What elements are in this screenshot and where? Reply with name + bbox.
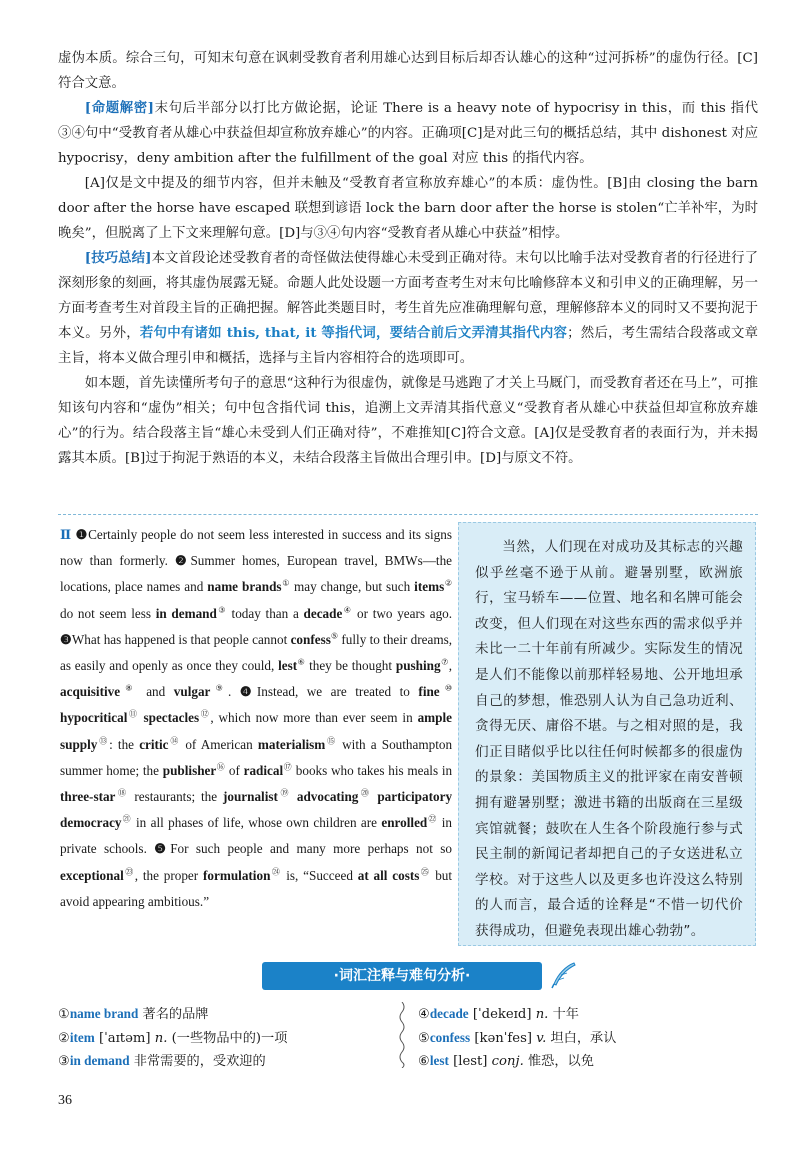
sentence: Instead, we are treated to — [256, 684, 410, 700]
sentence: in private schools. — [60, 815, 453, 857]
sentence-marker: ❶ — [75, 527, 89, 542]
vocab-word: name brand — [69, 1006, 139, 1021]
footnote-marker: ⑩ — [439, 683, 453, 693]
footnote-marker: ⑰ — [283, 762, 293, 772]
vocab-num: ⑤ — [418, 1030, 430, 1046]
vocab-phonetic: [ˈdekeɪd] — [472, 1007, 532, 1022]
sentence: in all phases of life, whose own children are — [136, 815, 377, 831]
footnote-marker: ㉒ — [427, 814, 438, 824]
sentence: For such people and many more perhaps not so — [170, 841, 453, 857]
vocab-def: 著名的品牌 — [142, 1007, 209, 1022]
highlight-text: 若句中有诸如 this, that, it 等指代词，要结合前后文弄清其指代内容 — [139, 325, 568, 341]
sentence: : the — [109, 736, 135, 752]
vocab-item — [58, 1027, 378, 1051]
vocab-pos: n. — [154, 1030, 168, 1046]
paragraph: [A]仅是文中提及的细节内容，但并未触及“受教育者宣称放弃雄心”的本质：虚伪性。[B]由 closing the barn door after the horse have escaped 联想到谚语 lock the barn door after the horse is stolen“亡羊补牢，为时晚矣”，但脱离了上下文来理解句意。[D]与③④句内容“受教育者从雄心中获益”相悖。 — [58, 176, 758, 241]
sentence: , which now more than ever seem in — [210, 710, 413, 726]
translation-box: 当然，人们现在对成功及其标志的兴趣似乎丝毫不逊于从前。避暑别墅，欧洲旅行，宝马轿车——位置、地名和名牌可能会改变，但人们现在对这些东西的需求似乎并未比一二十年前有所减少。实际发生的情况是人们不能像以前那样轻易地、公开地坦承自己的梦想，惟恐别人认为自己急功近利、贪得无厌、庸俗不堪。与之相对照的是，我们正目睹似乎比以往任何时候都多的很虚伪的景象：美国物质主义的批评家在南安普顿拥有避暑别墅；激进书籍的出版商在三星级宾馆就餐；鼓吹在人生各个阶段施行参与式民主制的新闻记者却把自己的子女送进私立学校。对于这些人以及更多也许没这么特别的人而言，最合适的诠释是“不惜一切代价获得成功，但避免表现出雄心勃勃”。 — [458, 522, 756, 946]
paragraph: 如本题，首先读懂所考句子的意思“这种行为很虚伪，就像是马逃跑了才关上马厩门，而受教育者还在马上”，可推知该句内容和“虚伪”相关；句中包含指代词 this，追溯上文弄清其指代意义“受教育者从雄心中获益但却宣称放弃雄心”的行为。结合段落主旨“雄心未受到人们正确对待”，不难推知[C]符合文意。[A]仅是受教育者的表面行为，并未揭露其本质。[B]过于拘泥于熟语的本义，未结合段落主旨做出合理引申。[D]与原文不符。 — [58, 376, 758, 466]
vocab-word: confess — [429, 1029, 471, 1045]
vocab-num: ④ — [418, 1007, 430, 1022]
paragraph — [58, 96, 758, 171]
footnote-marker: ⑭ — [168, 736, 181, 746]
vocab-word: item — [69, 1029, 95, 1045]
sentence: do not seem less — [60, 605, 152, 621]
vocab-phonetic: [lest] — [453, 1054, 488, 1069]
sentence-marker: ❺ — [154, 841, 171, 857]
sentence: may change, but such — [294, 579, 411, 595]
vocab-word: acquisitive — [60, 684, 121, 700]
part-number: Ⅱ — [60, 527, 72, 542]
sentence: but avoid appearing ambitious.” — [60, 867, 453, 909]
footnote-marker: ⑦ — [440, 657, 449, 667]
paragraph — [58, 246, 758, 371]
sentence: restaurants; the — [134, 789, 218, 805]
footnote-marker: ㉔ — [270, 867, 282, 877]
section-tag: [技巧总结] — [84, 250, 152, 266]
footnote-marker: ⑬ — [97, 736, 110, 746]
vocab-word: in demand — [155, 605, 217, 621]
vocab-num: ⑥ — [418, 1054, 430, 1069]
sentence: , the proper — [134, 867, 199, 883]
wave-separator — [396, 1002, 408, 1068]
vocab-word: decade — [303, 605, 343, 621]
footnote-marker: ⑱ — [115, 788, 129, 798]
footnote-marker: ⑲ — [277, 788, 291, 798]
vocab-item — [58, 1003, 378, 1027]
vocab-word: materialism — [257, 736, 326, 752]
sentence: or two years ago. — [357, 605, 453, 621]
footnote-marker: ⑧ — [120, 683, 138, 693]
vocab-item — [418, 1050, 758, 1074]
footnote-marker: ⑨ — [210, 683, 229, 693]
vocab-word: formulation — [203, 867, 271, 883]
explanation-section — [58, 46, 758, 471]
footnote-marker: ⑯ — [216, 762, 226, 772]
paragraph-text: ；然后，考生需结合段落或文章主旨，将本义做合理引申和概括，选择与主旨内容相符合的选项即可。 — [58, 326, 759, 366]
vocab-def: 非常需要的，受欢迎的 — [133, 1054, 266, 1069]
sentence-marker: ❷ — [174, 553, 191, 569]
vocab-list-right — [418, 1003, 758, 1074]
sentence: fully to their dreams, as easily and openly as once they could, — [60, 631, 453, 674]
sentence: with a Southampton summer home; the — [60, 736, 453, 778]
vocab-item — [418, 1027, 758, 1051]
paragraph: 虚伪本质。综合三句，可知末句意在讽刺受教育者利用雄心达到目标后却否认雄心的这种“过河拆桥”的虚伪行径。[C]符合文意。 — [58, 51, 758, 91]
footnote-marker: ㉕ — [419, 867, 431, 877]
vocab-word: spectacles — [143, 710, 200, 726]
footnote-marker: ③ — [216, 605, 227, 615]
footnote-marker: ⑫ — [199, 710, 211, 720]
vocab-list-left — [58, 1003, 378, 1074]
quill-pen-icon — [548, 960, 578, 990]
vocab-banner: ·词汇注释与难句分析· — [262, 962, 542, 990]
sentence: Certainly people do not seem less interested in success and its signs now than formerly. — [60, 527, 453, 569]
vocab-def: 十年 — [552, 1007, 579, 1022]
vocab-word: lest — [278, 658, 298, 674]
vocab-num: ① — [58, 1007, 70, 1022]
divider — [58, 514, 758, 515]
sentence: today than a — [231, 605, 299, 621]
footnote-marker: ㉓ — [123, 867, 135, 877]
vocab-def: (一些物品中的)一项 — [171, 1030, 288, 1046]
vocab-def: 坦白，承认 — [550, 1030, 617, 1046]
footnote-marker: ⑳ — [358, 788, 372, 798]
english-passage: Ⅱ ❶Certainly people do not seem less interested in success and its signs now than formerly. ❷Summer homes, European travel, BMWs—the locations, place names and name brands① may change, but such items② do not seem less in demand③ today than a decade④ or two years ago. ❸What has happened is that people cannot confess⑤ fully to their dreams, as easily and openly as once they could, lest⑥ they be thought pushing⑦, acquisitive⑧ and vulgar⑨. ❹Instead, we are treated to fine⑩ hypocritical⑪ spectacles⑫, which now more than ever seem in ample supply⑬: the critic⑭ of American materialism⑮ with a Southampton summer home; the publisher⑯ of radical⑰ books who takes his meals in three-star⑱ restaurants; the journalist⑲ advocating⑳ participatory democracy$^㉑$ in all phases of life, whose own children are enrolled$^㉒$ in private schools. ❺For such people and many more perhaps not so exceptional$^㉓$, the proper formulation$^㉔$ is, “Succeed at all costs$^㉕$ but avoid appearing ambitious.” — [60, 527, 453, 909]
vocab-word: decade — [429, 1006, 469, 1021]
vocab-item — [418, 1003, 758, 1027]
footnote-marker: ㉑ — [121, 814, 132, 824]
vocab-word: confess — [290, 631, 331, 647]
sentence: of American — [185, 736, 253, 752]
vocab-word: vulgar — [173, 684, 211, 700]
paragraph-text: 末句后半部分以打比方做论据，论证 There is a heavy note of hypocrisy in this，而 this 指代③④句中“受教育者从雄心中获益但却宣称放弃雄心”的内容。正确项[C]是对此三句的概括总结，其中 dishonest 对应 hypocrisy，deny ambition after the fulfillment of the goal 对应 this 的指代内容。 — [58, 101, 758, 166]
footnote-marker: ⑮ — [325, 736, 337, 746]
vocab-phonetic: [ˈaɪtəm] — [98, 1030, 151, 1046]
vocab-pos: v. — [536, 1030, 547, 1046]
vocab-word: name brands — [207, 579, 282, 595]
vocab-word: hypocritical — [60, 710, 128, 726]
sentence: What has happened is that people cannot — [71, 631, 288, 647]
footnote-marker: ⑥ — [297, 657, 306, 667]
vocab-pos: n. — [535, 1007, 549, 1022]
paragraph-text: 本文首段论述受教育者的奇怪做法使得雄心未受到正确对待。末句以比喻手法对受教育者的行径进行了深刻形象的刻画，将其虚伪展露无疑。命题人此处设题一方面考查考生对末句比喻修辞本义和引申义的正确理解，另一方面考查考生对首段主旨的正确把握。解答此类题目时，考生首先应准确理解句意，理解修辞本义的同时又不要拘泥于本义。另外， — [58, 251, 759, 341]
footnote-marker: ⑪ — [127, 710, 139, 720]
vocab-word: advocating — [296, 789, 359, 805]
sentence: and — [146, 684, 166, 700]
sentence-marker: ❸ — [60, 631, 72, 647]
vocab-word: in demand — [69, 1053, 130, 1068]
vocab-word: radical — [243, 762, 284, 778]
vocab-word: items — [414, 579, 445, 595]
vocab-def: 惟恐，以免 — [527, 1054, 594, 1069]
vocab-word: fine — [418, 684, 440, 700]
vocab-word: participatory democracy — [60, 789, 453, 831]
vocab-word: lest — [429, 1053, 449, 1068]
vocab-word: ample supply — [60, 710, 452, 752]
vocab-num: ② — [58, 1030, 70, 1046]
vocab-word: pushing — [395, 658, 441, 674]
sentence: Summer homes, European travel, BMWs—the locations, place names and — [60, 553, 453, 595]
vocab-word: critic — [139, 736, 169, 752]
footnote-marker: ① — [281, 579, 291, 589]
page-number: 36 — [58, 1093, 72, 1108]
vocab-item — [58, 1050, 378, 1074]
vocab-word: journalist — [222, 789, 278, 805]
vocab-pos: conj. — [491, 1054, 524, 1069]
vocab-num: ③ — [58, 1054, 70, 1069]
vocab-phonetic: [kənˈfes] — [474, 1030, 532, 1046]
sentence: they be thought — [309, 658, 393, 674]
vocab-word: at all costs — [357, 867, 420, 883]
vocab-word: enrolled — [381, 815, 428, 831]
sentence: is, “Succeed — [286, 867, 353, 883]
sentence-marker: ❹ — [239, 684, 257, 700]
vocab-word: publisher — [162, 762, 217, 778]
section-tag: [命题解密] — [84, 100, 155, 116]
vocab-word: three-star — [60, 789, 116, 805]
vocab-word: exceptional — [60, 867, 124, 883]
sentence: of — [228, 762, 240, 778]
sentence: books who takes his meals in — [295, 762, 453, 778]
footnote-marker: ② — [444, 579, 453, 589]
footnote-marker: ④ — [342, 605, 353, 615]
footnote-marker: ⑤ — [330, 631, 339, 641]
